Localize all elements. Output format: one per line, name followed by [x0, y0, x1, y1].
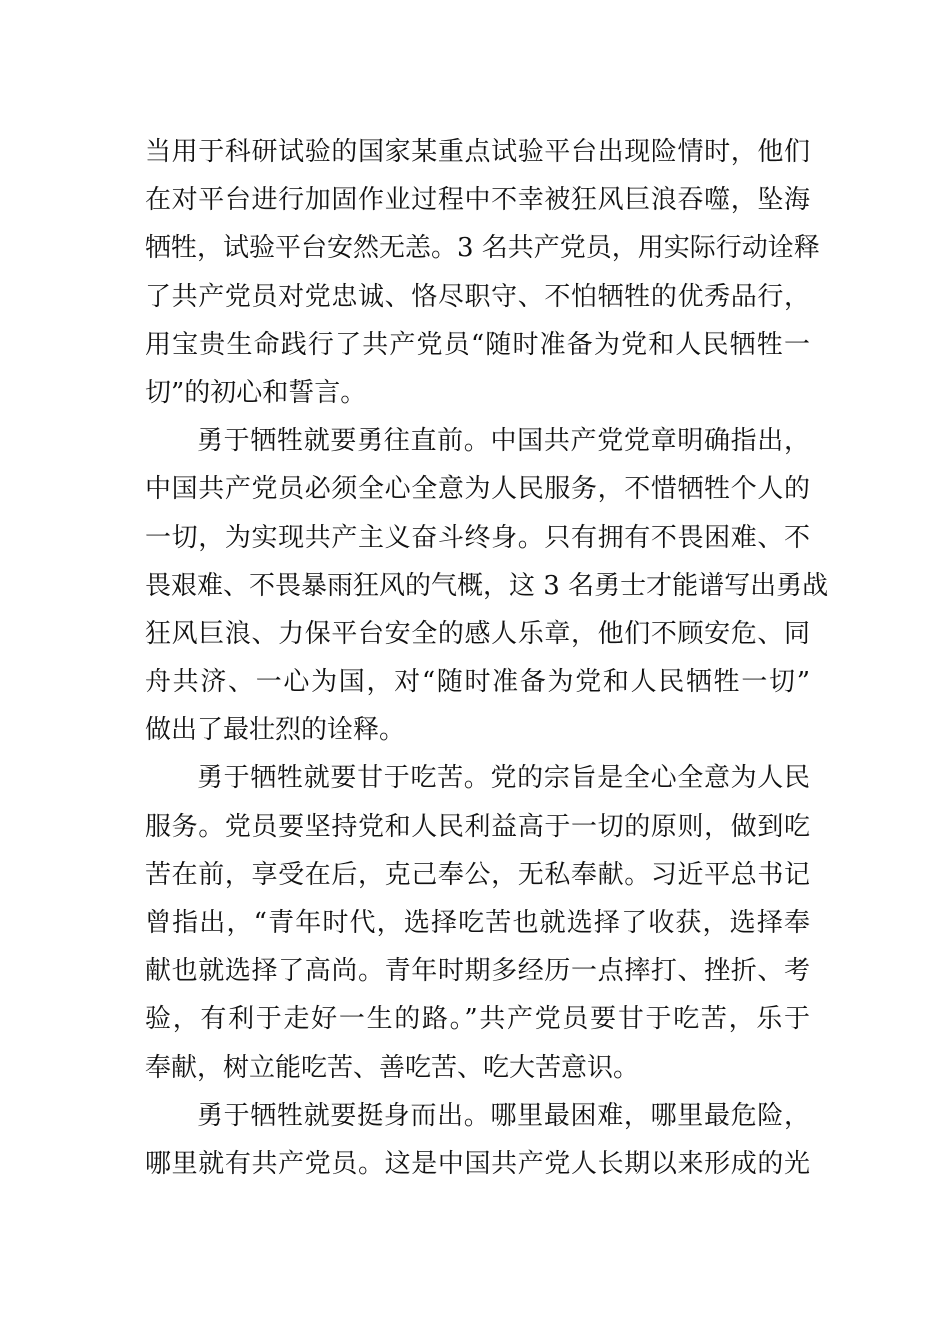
paragraph-first-line: 勇于牺牲就要甘于吃苦。党的宗旨是全心全意为人民	[197, 763, 810, 794]
text-line: 中国共产党员必须全心全意为人民服务，不惜牺牲个人的	[145, 474, 810, 505]
text-line: 奉献，树立能吃苦、善吃苦、吃大苦意识。	[145, 1052, 640, 1083]
paragraph-first-line: 勇于牺牲就要挺身而出。哪里最困难，哪里最危险，	[197, 1100, 810, 1131]
text-line: 当用于科研试验的国家某重点试验平台出现险情时，他们	[145, 137, 810, 167]
text-line: 用宝贵生命践行了共产党员“随时准备为党和人民牺牲一	[145, 329, 810, 360]
text-line: 做出了最壮烈的诠释。	[145, 715, 406, 746]
text-line: 曾指出，“青年时代，选择吃苦也就选择了收获，选择奉	[145, 908, 810, 938]
text-line: 在对平台进行加固作业过程中不幸被狂风巨浪吞噬，坠海	[145, 185, 810, 216]
text-line: 畏艰难、不畏暴雨狂风的气概，这 3 名勇士才能谱写出勇战	[145, 570, 829, 601]
paragraph-first-line: 勇于牺牲就要勇往直前。中国共产党党章明确指出，	[197, 426, 810, 457]
text-line: 了共产党员对党忠诚、恪尽职守、不怕牺牲的优秀品行，	[145, 281, 810, 312]
body-text	[145, 128, 829, 1188]
text-line: 献也就选择了高尚。青年时期多经历一点摔打、挫折、考	[145, 956, 810, 987]
text-line: 哪里就有共产党员。这是中国共产党人长期以来形成的光	[145, 1148, 810, 1179]
text-line: 服务。党员要坚持党和人民利益高于一切的原则，做到吃	[145, 811, 810, 842]
text-line: 牺牲，试验平台安然无恙。3 名共产党员，用实际行动诠释	[145, 233, 820, 264]
text-line: 一切，为实现共产主义奋斗终身。只有拥有不畏困难、不	[145, 522, 810, 553]
text-line: 舟共济、一心为国，对“随时准备为党和人民牺牲一切”	[145, 667, 810, 698]
text-line: 苦在前，享受在后，克己奉公，无私奉献。习近平总书记	[145, 859, 810, 890]
text-line: 切”的初心和誓言。	[145, 377, 367, 408]
text-line: 狂风巨浪、力保平台安全的感人乐章，他们不顾安危、同	[145, 618, 810, 649]
text-line: 验，有利于走好一生的路。”共产党员要甘于吃苦，乐于	[145, 1004, 810, 1035]
